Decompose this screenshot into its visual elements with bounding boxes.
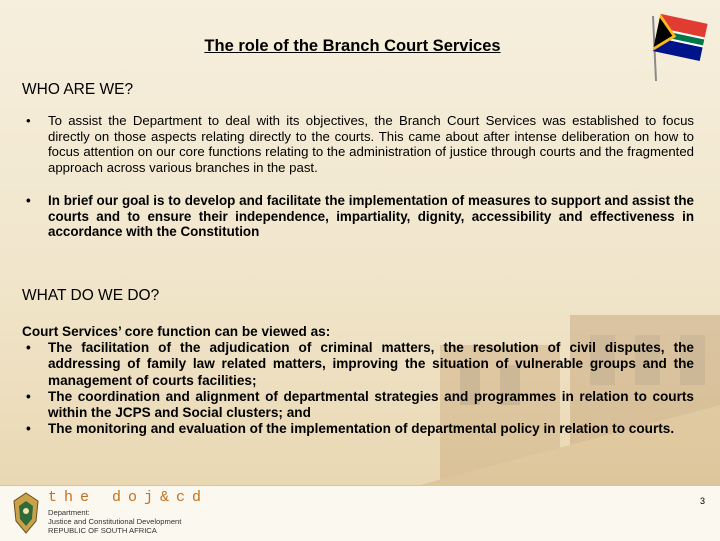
footer: [0, 485, 720, 541]
who-are-we-heading: WHO ARE WE?: [22, 81, 134, 98]
page-number: 3: [700, 496, 706, 506]
list-item: [22, 193, 694, 240]
dept-line-2: Justice and Constitutional Development: [48, 517, 182, 526]
bullet-icon: •: [26, 421, 31, 437]
bullet-icon: •: [26, 113, 31, 128]
slide-title: The role of the Branch Court Services: [204, 37, 501, 55]
core-functions-block: [22, 324, 694, 437]
what-do-we-do-heading: WHAT DO WE DO?: [22, 287, 160, 304]
bullet-icon: •: [26, 193, 31, 208]
list-item: [22, 421, 694, 437]
core-intro: Court Services’ core function can be viewed as:: [22, 324, 331, 339]
who-are-we-list: [22, 113, 694, 240]
brand-logo-text: the doj&cd: [48, 489, 209, 506]
list-item: [22, 389, 694, 421]
coat-of-arms-icon: [8, 491, 44, 537]
bullet-icon: •: [26, 340, 31, 356]
bullet-icon: •: [26, 388, 31, 404]
core-bullet-text-1: The facilitation of the adjudication of criminal matters, the resolution of civil disputes, the addressing of family law related matters, improving the situation of vulnerable groups and the management of courts facilities;: [48, 340, 694, 388]
core-bullet-text-2: The coordination and alignment of departmental strategies and programmes in relation to courts within the JCPS and Social clusters; and: [48, 388, 694, 421]
dept-line-1: Department:: [48, 508, 90, 517]
list-item: [22, 113, 694, 175]
department-name: [48, 508, 181, 535]
who-bullet-text-1: To assist the Department to deal with its objectives, the Branch Court Services was established to focus directly on those aspects relating directly to the courts. This came about after intense deliberation on how to focus attention on our core functions relating to the administration of justice through courts and the fragmented approach across various branches in the past.: [48, 113, 694, 175]
dept-line-3: REPUBLIC OF SOUTH AFRICA: [48, 526, 157, 535]
core-bullet-text-3: The monitoring and evaluation of the implementation of departmental policy in relation to courts.: [48, 421, 675, 437]
south-africa-flag-icon: [648, 8, 710, 83]
list-item: [22, 340, 694, 389]
who-bullet-text-2: In brief our goal is to develop and facilitate the implementation of measures to support and assist the courts and to ensure their independence, impartiality, dignity, accessibility and effectiveness in accordance with the Constitution: [48, 193, 694, 239]
